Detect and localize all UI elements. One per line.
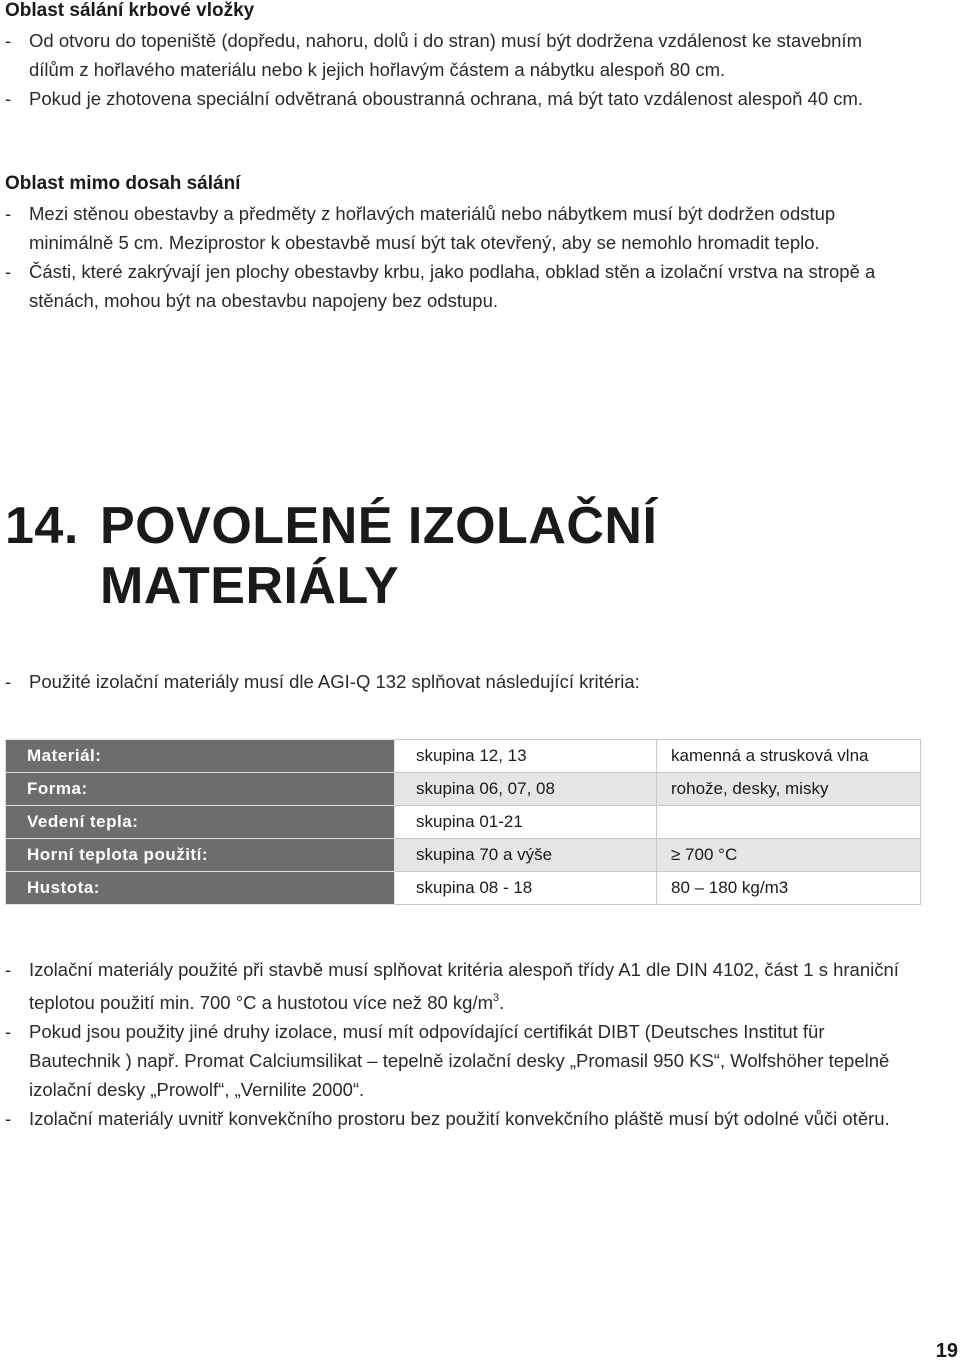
cell-value: skupina 12, 13 (395, 740, 657, 773)
table-row (6, 839, 921, 872)
bullet-dash: - (5, 1021, 12, 1042)
list-item: - Pokud je zhotovena speciální odvětraná oboustranná ochrana, má být tato vzdálenost alespoň 40 cm. (5, 84, 905, 113)
cell-value: kamenná a strusková vlna (657, 740, 921, 773)
radiation-area-list (5, 26, 905, 113)
bullet-dash: - (5, 261, 12, 282)
cell-value: skupina 01-21 (395, 806, 657, 839)
notes-list (5, 955, 905, 1133)
outside-radiation-list (5, 199, 905, 315)
list-item: - Mezi stěnou obestavby a předměty z hořlavých materiálů nebo nábytkem musí být dodržen odstup minimálně 5 cm. Meziprostor k obestavbě musí být tak otevřený, aby se nemohlo hromadit teplo. (5, 199, 905, 257)
bullet-dash: - (5, 203, 12, 224)
chapter-number: 14. (5, 497, 79, 555)
list-item: - Části, které zakrývají jen plochy obestavby krbu, jako podlaha, obklad stěn a izolační vrstva na stropě a stěnách, mohou být na obestavbu napojeny bez odstupu. (5, 257, 905, 315)
cell-value: ≥ 700 °C (657, 839, 921, 872)
chapter-title: POVOLENÉ IZOLAČNÍ MATERIÁLY (100, 497, 658, 615)
page-number: 19 (935, 1340, 958, 1362)
list-item (5, 667, 905, 696)
cell-value: skupina 70 a výše (395, 839, 657, 872)
list-item: - Pokud jsou použity jiné druhy izolace, musí mít odpovídající certifikát DIBT (Deutsches Institut für Bautechnik ) např. Promat Calciumsilikat – tepelně izolační desky „Promasil 950 KS“, Wolfshöher tepelně izolační desky „Prowolf“, „Vernilite 2000“. (5, 1017, 905, 1104)
bullet-dash: - (5, 959, 12, 980)
list-item: - Izolační materiály použité při stavbě musí splňovat kritéria alespoň třídy A1 dle DIN 4102, část 1 s hraniční teplotou použití min. 700 °C a hustotou více než 80 $kg/m^3$. (5, 955, 905, 1017)
intro-list (5, 667, 905, 696)
cell-value (657, 806, 921, 839)
row-label: Forma: (6, 773, 395, 806)
list-item: - Od otvoru do topeniště (dopředu, nahoru, dolů i do stran) musí být dodržena vzdálenost ke stavebním dílům z hořlavého materiálu nebo k jejich hořlavým částem a nábytku alespoň 80 cm. (5, 26, 905, 84)
table-row (6, 806, 921, 839)
cell-value: rohože, desky, misky (657, 773, 921, 806)
list-item: - Izolační materiály uvnitř konvekčního prostoru bez použití konvekčního pláště musí být odolné vůči otěru. (5, 1104, 905, 1133)
bullet-dash: - (5, 671, 12, 692)
table-row (6, 740, 921, 773)
row-label: Materiál: (6, 740, 395, 773)
row-label: Vedení tepla: (6, 806, 395, 839)
row-label: Horní teplota použití: (6, 839, 395, 872)
bullet-dash: - (5, 1108, 12, 1129)
cell-value: 80 – 180 kg/m3 (657, 872, 921, 905)
section-heading-outside-radiation: Oblast mimo dosah sálání (5, 173, 241, 194)
section-heading-radiation-area: Oblast sálání krbové vložky (5, 0, 255, 21)
cell-value: skupina 08 - 18 (395, 872, 657, 905)
table-row (6, 773, 921, 806)
cell-value: skupina 06, 07, 08 (395, 773, 657, 806)
table-row (6, 872, 921, 905)
bullet-dash: - (5, 30, 12, 51)
bullet-dash: - (5, 88, 12, 109)
intro-text: Použité izolační materiály musí dle AGI-Q 132 splňovat následující kritéria: (29, 671, 640, 692)
insulation-criteria-table (5, 739, 921, 905)
row-label: Hustota: (6, 872, 395, 905)
